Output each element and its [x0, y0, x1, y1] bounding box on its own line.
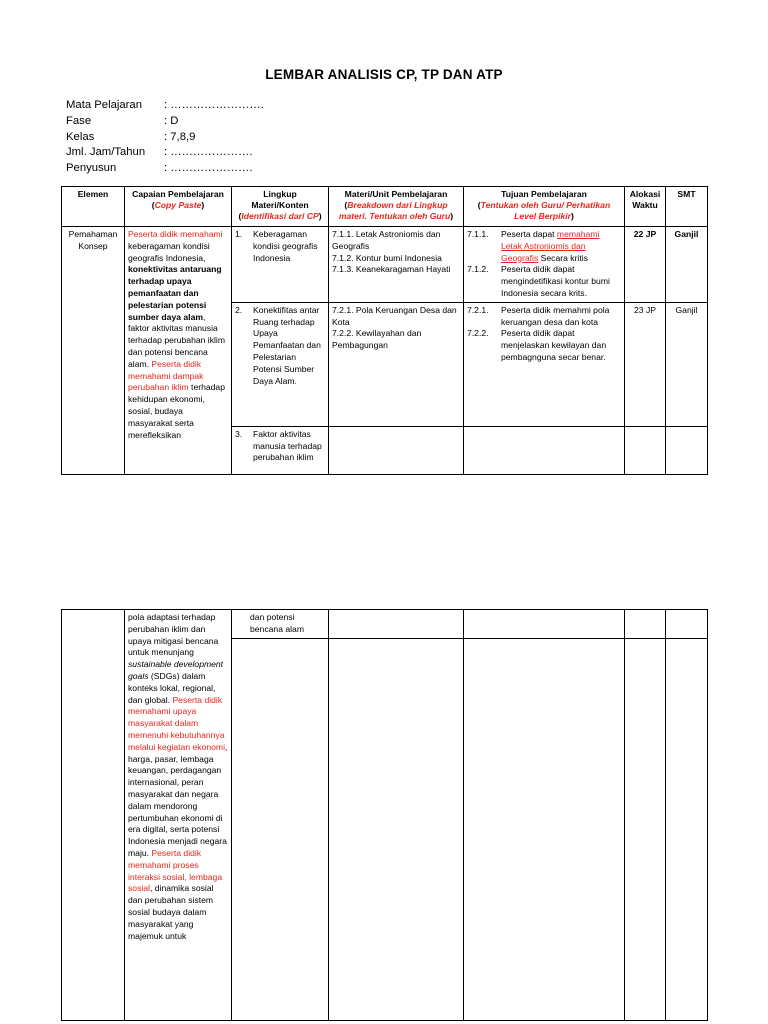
meta-block: [66, 98, 264, 177]
meta-row-mata-pelajaran: [66, 98, 264, 114]
analysis-table-continued: [61, 609, 708, 1021]
header-alokasi: Alokasi Waktu: [625, 187, 666, 227]
tujuan-cell: [464, 638, 625, 1020]
table-row: [62, 227, 708, 303]
alokasi-cell: 23 JP: [625, 302, 666, 426]
meta-row-jam: [66, 145, 264, 161]
header-elemen: Elemen: [62, 187, 125, 227]
smt-cell: [666, 638, 708, 1020]
materi-item: 7.1.3. Keanekaragaman Hayati: [332, 264, 451, 275]
materi-cell: [329, 426, 464, 474]
header-tujuan: Tujuan Pembelajaran (Tentukan oleh Guru/ Perhatikan Level Berpikir): [464, 187, 625, 227]
cp-cell: Peserta didik memahami keberagaman kondisi geografis Indonesia, konektivitas antaruang terhadap upaya pemanfaatan dan pelestarian potensi sumber daya alam, faktor aktivitas manusia terhadap perubahan iklim dan potensi bencana alam. Peserta didik memahami dampak perubahan iklim terhadap kehidupan ekonomi, sosial, budaya masyarakat serta merefleksikan: [125, 227, 232, 475]
materi-item: 7.2.2. Kewilayahan dan Pembagungan: [332, 328, 422, 351]
materi-item: 7.1.1. Letak Astroniomis dan Geografis: [332, 229, 441, 251]
alokasi-cell: [625, 426, 666, 474]
materi-cell: [329, 302, 464, 426]
meta-label: Penyusun: [66, 162, 117, 175]
materi-item: 7.1.2. Kontur bumi Indonesia: [332, 252, 442, 263]
meta-label: Mata Pelajaran: [66, 99, 142, 111]
meta-row-fase: [66, 114, 264, 130]
table-row: [62, 610, 708, 639]
materi-cell: [329, 610, 464, 639]
smt-cell: Ganjil: [666, 302, 708, 426]
alokasi-cell: [625, 638, 666, 1020]
materi-cell: [329, 638, 464, 1020]
header-smt: SMT: [666, 187, 708, 227]
header-lingkup: Lingkup Materi/Konten (Identifikasi dari CP): [232, 187, 329, 227]
meta-value: : ………………….: [164, 162, 253, 175]
meta-value: : …………………….: [164, 99, 264, 111]
meta-value: : 7,8,9: [164, 130, 196, 143]
smt-cell: [666, 610, 708, 639]
lingkup-cell: 3. Faktor aktivitas manusia terhadap perubahan iklim: [232, 426, 329, 474]
smt-cell: Ganjil: [666, 227, 708, 303]
lingkup-cell: [232, 610, 329, 639]
smt-cell: [666, 426, 708, 474]
lingkup-cell: 1. Keberagaman kondisi geografis Indonesia: [232, 227, 329, 303]
tujuan-cell: 7.1.1. Peserta dapat memahami Letak Astroniomis dan Geografis Secara kritis 7.1.2. Peserta didik dapat mengindetifikasi kontur bumi Indonesia secara krits.: [464, 227, 625, 303]
materi-cell: [329, 227, 464, 303]
alokasi-cell: 22 JP: [625, 227, 666, 303]
meta-row-penyusun: [66, 161, 264, 177]
header-materi: Materi/Unit Pembelajaran (Breakdown dari Lingkup materi. Tentukan oleh Guru): [329, 187, 464, 227]
materi-item: 7.2.1. Pola Keruangan Desa dan Kota: [332, 304, 457, 327]
lingkup-cell: [232, 638, 329, 1020]
alokasi-cell: [625, 610, 666, 639]
header-cp: Capaian Pembelajaran (Copy Paste): [125, 187, 232, 227]
cp-cell: pola adaptasi terhadap perubahan iklim dan upaya mitigasi bencana untuk menunjang sustainable development goals (SDGs) dalam konteks lokal, regional, dan global. Peserta didik memahami upaya masyarakat dalam memenuhi kebutuhannya melalui kegiatan ekonomi, harga, pasar, lembaga keuangan, perdagangan internasional, peran masyarakat dan negara dalam mendorong pertumbuhan ekonomi di era digital, serta potensi Indonesia menjadi negara maju. Peserta didik memahami proses interaksi sosial, lembaga sosial, dinamika sosial dan perubahan sistem sosial budaya dalam masyarakat yang majemuk untuk: [125, 610, 232, 1021]
elemen-cell: Pemahaman Konsep: [62, 227, 125, 475]
meta-row-kelas: [66, 130, 264, 146]
analysis-table: [61, 186, 708, 475]
meta-label: Fase: [66, 114, 92, 127]
lingkup-cell: 2. Konektifitas antar Ruang terhadap Upaya Pemanfaatan dan Pelestarian Potensi Sumber Daya Alam.: [232, 302, 329, 426]
meta-label: Kelas: [66, 130, 95, 143]
meta-value: : D: [164, 114, 179, 127]
tujuan-cell: [464, 610, 625, 639]
meta-value: : ………………….: [164, 146, 253, 159]
lingkup-continued: dan potensi bencana alam: [250, 612, 304, 634]
elemen-cell: [62, 610, 125, 1021]
document-title: LEMBAR ANALISIS CP, TP DAN ATP: [265, 67, 503, 82]
meta-label: Jml. Jam/Tahun: [66, 146, 146, 159]
table-header-row: [62, 187, 708, 227]
tujuan-cell: 7.2.1. Peserta didik memahmi pola keruangan desa dan kota 7.2.2. Peserta didik dapat menjelaskan kewilayan dan pembagnguna secar benar.: [464, 302, 625, 426]
tujuan-cell: [464, 426, 625, 474]
